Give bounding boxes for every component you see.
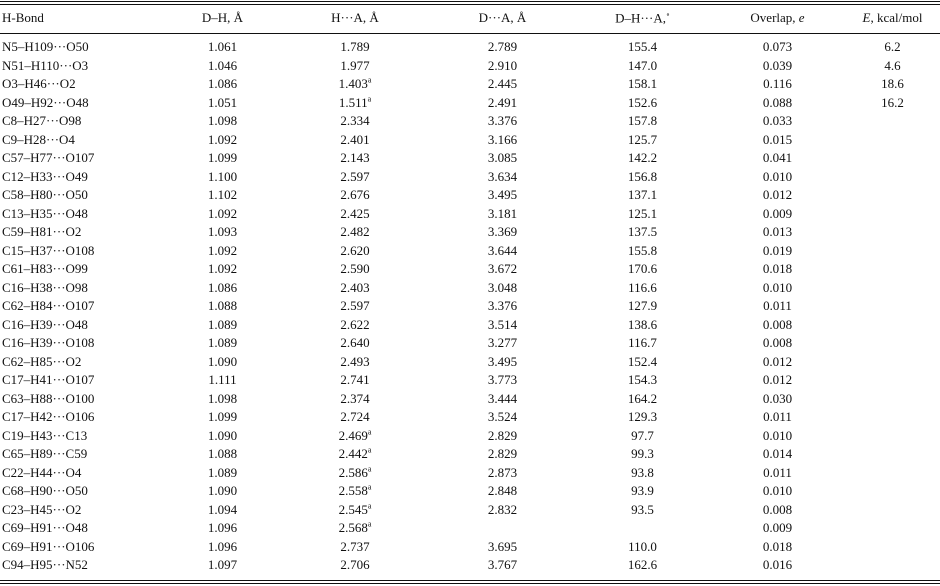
table-row <box>0 464 940 483</box>
cell-da: 3.672 <box>487 261 518 276</box>
cell-ha-value: 2.442 <box>338 446 368 461</box>
col-header-energy-var: E <box>862 10 871 25</box>
cell-dha: 93.9 <box>631 483 654 498</box>
cell-energy <box>845 168 940 187</box>
cell-dh: 1.061 <box>207 39 238 54</box>
cell-energy <box>845 538 940 557</box>
cell-dha: 129.3 <box>627 409 658 424</box>
cell-energy <box>845 464 940 483</box>
cell-hbond: C62–H85···O2 <box>2 353 82 369</box>
cell-hbond: C19–H43···C13 <box>2 427 88 443</box>
cell-dh: 1.100 <box>207 168 238 184</box>
cell-hbond: O49–H92···O48 <box>2 94 89 110</box>
table-row <box>0 297 940 316</box>
cell-overlap: 0.010 <box>762 427 793 443</box>
cell-ha <box>280 149 430 168</box>
cell-hbond: C94–H95···N52 <box>2 557 88 572</box>
cell-dha: 127.9 <box>627 298 658 313</box>
cell-ha-value: 2.334 <box>340 113 370 128</box>
cell-dha: 155.4 <box>627 39 658 54</box>
table-row <box>0 556 940 575</box>
footnote-mark: a <box>367 519 372 529</box>
table-row <box>0 427 940 446</box>
cell-hbond: C16–H39···O48 <box>2 316 88 332</box>
cell-overlap: 0.018 <box>762 538 793 554</box>
cell-ha <box>280 94 430 113</box>
table-header <box>0 6 940 30</box>
cell-energy: 18.6 <box>881 76 904 91</box>
cell-da: 2.829 <box>487 446 518 461</box>
cell-da: 3.166 <box>487 131 518 147</box>
cell-energy <box>845 242 940 261</box>
footnote-mark: a <box>367 427 372 437</box>
col-header-overlap-var: e <box>798 10 805 25</box>
cell-energy <box>845 334 940 353</box>
cell-da: 3.495 <box>487 187 518 202</box>
footnote-mark: a <box>367 464 372 474</box>
cell-energy <box>845 223 940 242</box>
cell-overlap: 0.008 <box>762 316 793 332</box>
cell-dh: 1.111 <box>208 372 237 387</box>
cell-ha-value: 2.374 <box>340 390 370 406</box>
table-body <box>0 30 940 575</box>
cell-da: 3.376 <box>487 298 518 313</box>
cell-ha <box>280 316 430 335</box>
cell-dha: 156.8 <box>627 168 658 184</box>
table-row <box>0 112 940 131</box>
cell-da: 3.376 <box>487 113 518 128</box>
cell-overlap: 0.030 <box>762 390 793 406</box>
cell-dha: 93.8 <box>631 464 654 480</box>
cell-overlap: 0.012 <box>762 372 793 387</box>
table-row <box>0 390 940 409</box>
cell-dh: 1.090 <box>207 483 238 498</box>
cell-hbond: C58–H80···O50 <box>2 187 88 202</box>
table-row <box>0 57 940 76</box>
cell-da <box>430 519 575 538</box>
cell-overlap: 0.014 <box>762 446 793 461</box>
cell-overlap: 0.016 <box>762 557 793 572</box>
cell-ha <box>280 297 430 316</box>
cell-dha: 137.1 <box>627 187 658 202</box>
col-header-da: D···A, Å <box>478 10 527 25</box>
cell-overlap: 0.116 <box>763 76 792 91</box>
cell-ha-value: 2.590 <box>340 261 370 276</box>
top-rule-inner <box>0 4 940 5</box>
cell-da: 2.789 <box>487 39 518 54</box>
cell-ha <box>280 371 430 390</box>
cell-ha <box>280 168 430 187</box>
cell-da: 3.181 <box>487 205 518 221</box>
cell-dha: 137.5 <box>627 224 658 239</box>
cell-hbond: C69–H91···O106 <box>2 538 95 554</box>
cell-energy: 6.2 <box>884 39 901 54</box>
cell-dha: 125.1 <box>627 205 658 221</box>
cell-hbond: C57–H77···O107 <box>2 150 95 165</box>
cell-ha-value: 2.737 <box>340 538 370 554</box>
table-row <box>0 75 940 94</box>
cell-dh: 1.090 <box>207 353 238 369</box>
cell-ha-value: 2.558 <box>338 483 368 498</box>
cell-dha: 158.1 <box>627 76 658 91</box>
cell-energy <box>845 205 940 224</box>
top-rule-outer <box>0 1 940 2</box>
cell-energy: 4.6 <box>884 57 901 73</box>
table-row <box>0 131 940 150</box>
cell-dh: 1.096 <box>207 520 238 535</box>
cell-energy <box>845 186 940 205</box>
bottom-rule-outer <box>0 583 940 584</box>
cell-ha <box>280 464 430 483</box>
cell-da: 3.634 <box>487 168 518 184</box>
cell-dha: 162.6 <box>627 557 658 572</box>
cell-ha-value: 2.622 <box>340 316 370 332</box>
table-row <box>0 94 940 113</box>
cell-hbond: C65–H89···C59 <box>2 446 88 461</box>
cell-dh: 1.089 <box>207 316 238 332</box>
cell-hbond: N51–H110···O3 <box>2 57 89 73</box>
cell-dh: 1.092 <box>207 261 238 276</box>
table-row <box>0 168 940 187</box>
cell-da: 3.524 <box>487 409 518 424</box>
cell-ha-value: 2.640 <box>340 335 370 350</box>
cell-energy <box>845 371 940 390</box>
cell-hbond: C9–H28···O4 <box>2 131 75 147</box>
cell-overlap: 0.010 <box>762 483 793 498</box>
cell-energy: 16.2 <box>881 94 904 110</box>
cell-dh: 1.086 <box>207 76 238 91</box>
cell-hbond: C16–H39···O108 <box>2 335 95 350</box>
footnote-mark: a <box>367 94 372 104</box>
cell-ha-value: 2.482 <box>340 224 370 239</box>
cell-overlap: 0.010 <box>762 168 793 184</box>
cell-overlap: 0.015 <box>762 131 793 147</box>
cell-ha <box>280 30 430 57</box>
cell-overlap: 0.011 <box>763 464 792 480</box>
cell-overlap: 0.009 <box>762 520 793 535</box>
cell-ha-value: 2.724 <box>340 409 370 424</box>
cell-dha: 97.7 <box>631 427 654 443</box>
cell-dha: 142.2 <box>627 150 658 165</box>
col-header-energy <box>845 6 940 30</box>
table-row <box>0 353 940 372</box>
cell-overlap: 0.009 <box>762 205 793 221</box>
cell-ha-value: 2.597 <box>340 298 370 313</box>
table-row <box>0 334 940 353</box>
cell-hbond: C62–H84···O107 <box>2 298 95 313</box>
cell-ha-value: 2.741 <box>340 372 370 387</box>
hbond-table <box>0 6 940 575</box>
table-row <box>0 223 940 242</box>
cell-overlap: 0.011 <box>763 409 792 424</box>
cell-energy <box>845 519 940 538</box>
cell-overlap: 0.011 <box>763 298 792 313</box>
col-header-dh: D–H, Å <box>201 10 244 25</box>
cell-hbond: C16–H38···O98 <box>2 279 88 295</box>
cell-hbond: C22–H44···O4 <box>2 464 82 480</box>
cell-da: 3.773 <box>487 372 518 387</box>
cell-dh: 1.096 <box>207 538 238 554</box>
cell-dha: 99.3 <box>631 446 654 461</box>
cell-da: 3.369 <box>487 224 518 239</box>
cell-ha-value: 2.620 <box>340 242 370 258</box>
table-row <box>0 242 940 261</box>
cell-overlap: 0.039 <box>762 57 793 73</box>
cell-dh: 1.088 <box>207 298 238 313</box>
cell-ha <box>280 501 430 520</box>
cell-hbond: C8–H27···O98 <box>2 113 82 128</box>
cell-dha: 157.8 <box>627 113 658 128</box>
cell-ha <box>280 205 430 224</box>
col-header-hbond: H-Bond <box>2 10 44 25</box>
cell-ha-value: 2.545 <box>338 501 368 517</box>
cell-dh: 1.102 <box>207 187 238 202</box>
cell-da: 3.514 <box>487 316 518 332</box>
cell-ha <box>280 427 430 446</box>
cell-ha-value: 1.789 <box>340 39 370 54</box>
col-header-energy-unit: , kcal/mol <box>870 10 923 25</box>
cell-hbond: C61–H83···O99 <box>2 261 88 276</box>
cell-da: 2.491 <box>487 94 518 110</box>
cell-da: 3.767 <box>487 557 518 572</box>
cell-overlap: 0.012 <box>762 353 793 369</box>
cell-energy <box>845 390 940 409</box>
col-header-overlap <box>710 6 845 30</box>
cell-ha <box>280 482 430 501</box>
cell-energy <box>845 427 940 446</box>
cell-ha <box>280 57 430 76</box>
cell-energy <box>845 149 940 168</box>
cell-dha: 155.8 <box>627 242 658 258</box>
cell-dh: 1.098 <box>207 113 238 128</box>
table-row <box>0 501 940 520</box>
table-row <box>0 445 940 464</box>
cell-dh: 1.089 <box>207 464 238 480</box>
cell-overlap: 0.088 <box>762 94 793 110</box>
cell-dh: 1.088 <box>207 446 238 461</box>
cell-da: 3.695 <box>487 538 518 554</box>
cell-energy <box>845 408 940 427</box>
table-row <box>0 316 940 335</box>
cell-ha-value: 2.706 <box>340 557 370 572</box>
table-row <box>0 186 940 205</box>
cell-ha <box>280 112 430 131</box>
cell-da: 2.445 <box>487 76 518 91</box>
cell-ha <box>280 131 430 150</box>
footnote-mark: a <box>367 75 372 85</box>
col-header-dha <box>575 6 710 30</box>
cell-ha-value: 1.403 <box>338 76 368 91</box>
cell-dha: 152.6 <box>627 94 658 110</box>
cell-ha-value: 2.143 <box>340 150 370 165</box>
cell-energy <box>845 279 940 298</box>
degree-symbol: ∘ <box>665 9 670 19</box>
cell-da: 3.085 <box>487 150 518 165</box>
cell-energy <box>845 445 940 464</box>
cell-ha <box>280 334 430 353</box>
cell-overlap: 0.019 <box>762 242 793 258</box>
cell-hbond: C12–H33···O49 <box>2 168 88 184</box>
cell-ha-value: 2.469 <box>338 427 368 443</box>
cell-dh: 1.092 <box>207 131 238 147</box>
cell-dha <box>575 519 710 538</box>
table-row <box>0 30 940 57</box>
cell-hbond: C17–H41···O107 <box>2 372 95 387</box>
cell-da: 3.444 <box>487 390 518 406</box>
cell-ha-value: 2.568 <box>338 520 368 535</box>
cell-hbond: C69–H91···O48 <box>2 520 88 535</box>
cell-energy <box>845 131 940 150</box>
cell-da: 3.495 <box>487 353 518 369</box>
table-row <box>0 482 940 501</box>
cell-ha-value: 2.586 <box>338 464 368 480</box>
cell-da: 2.832 <box>487 501 518 517</box>
cell-ha-value: 2.403 <box>340 279 370 295</box>
cell-dh: 1.046 <box>207 57 238 73</box>
table-row <box>0 279 940 298</box>
cell-dh: 1.089 <box>207 335 238 350</box>
table-row <box>0 408 940 427</box>
cell-overlap: 0.073 <box>762 39 793 54</box>
cell-overlap: 0.012 <box>762 187 793 202</box>
cell-ha <box>280 390 430 409</box>
cell-hbond: N5–H109···O50 <box>2 39 89 54</box>
cell-ha <box>280 260 430 279</box>
cell-hbond: C17–H42···O106 <box>2 409 95 424</box>
cell-dh: 1.090 <box>207 427 238 443</box>
cell-overlap: 0.033 <box>762 113 793 128</box>
cell-da: 2.848 <box>487 483 518 498</box>
cell-energy <box>845 353 940 372</box>
col-header-ha: H···A, Å <box>331 10 379 25</box>
table-row <box>0 371 940 390</box>
footnote-mark: a <box>367 445 372 455</box>
cell-da: 2.873 <box>487 464 518 480</box>
col-header-dha-label: D–H···A, <box>615 10 666 26</box>
footnote-mark: a <box>367 501 372 511</box>
cell-da: 3.277 <box>487 335 518 350</box>
cell-dh: 1.051 <box>207 94 238 110</box>
footnote-mark: a <box>367 482 372 492</box>
table-row <box>0 538 940 557</box>
cell-dh: 1.086 <box>207 279 238 295</box>
cell-overlap: 0.008 <box>762 335 793 350</box>
cell-energy <box>845 297 940 316</box>
cell-dha: 147.0 <box>627 57 658 73</box>
cell-dha: 125.7 <box>627 131 658 147</box>
cell-ha <box>280 519 430 538</box>
cell-dha: 138.6 <box>627 316 658 332</box>
cell-dh: 1.098 <box>207 390 238 406</box>
cell-ha-value: 1.511 <box>338 94 368 110</box>
cell-dha: 152.4 <box>627 353 658 369</box>
cell-ha-value: 1.977 <box>340 57 370 73</box>
cell-dh: 1.099 <box>207 150 238 165</box>
cell-hbond: C23–H45···O2 <box>2 501 82 517</box>
cell-ha-value: 2.597 <box>340 168 370 184</box>
cell-ha-value: 2.676 <box>340 187 370 202</box>
cell-energy <box>845 482 940 501</box>
cell-ha <box>280 75 430 94</box>
cell-energy <box>845 112 940 131</box>
cell-energy <box>845 260 940 279</box>
cell-ha-value: 2.493 <box>340 353 370 369</box>
cell-da: 3.644 <box>487 242 518 258</box>
cell-da: 2.829 <box>487 427 518 443</box>
cell-dha: 170.6 <box>627 261 658 276</box>
cell-ha <box>280 445 430 464</box>
cell-da: 3.048 <box>487 279 518 295</box>
cell-ha <box>280 353 430 372</box>
cell-ha-value: 2.425 <box>340 205 370 221</box>
cell-dha: 110.0 <box>628 538 657 554</box>
cell-dha: 164.2 <box>627 390 658 406</box>
cell-hbond: C63–H88···O100 <box>2 390 95 406</box>
table-row <box>0 205 940 224</box>
cell-overlap: 0.013 <box>762 224 793 239</box>
col-header-overlap-label: Overlap, <box>750 10 799 25</box>
table-row <box>0 519 940 538</box>
cell-dh: 1.092 <box>207 242 238 258</box>
cell-dha: 116.6 <box>628 279 657 295</box>
cell-dh: 1.093 <box>207 224 238 239</box>
cell-overlap: 0.008 <box>762 501 793 517</box>
cell-da: 2.910 <box>487 57 518 73</box>
cell-ha <box>280 242 430 261</box>
cell-energy <box>845 316 940 335</box>
cell-overlap: 0.010 <box>762 279 793 295</box>
cell-hbond: C68–H90···O50 <box>2 483 88 498</box>
cell-dha: 154.3 <box>627 372 658 387</box>
cell-ha <box>280 538 430 557</box>
cell-ha <box>280 186 430 205</box>
cell-dha: 116.7 <box>628 335 657 350</box>
cell-overlap: 0.041 <box>762 150 793 165</box>
cell-dh: 1.099 <box>207 409 238 424</box>
cell-ha <box>280 279 430 298</box>
cell-dh: 1.094 <box>207 501 238 517</box>
bottom-rule-inner <box>0 580 940 581</box>
cell-dha: 93.5 <box>631 501 654 517</box>
cell-hbond: C15–H37···O108 <box>2 242 95 258</box>
cell-overlap: 0.018 <box>762 261 793 276</box>
cell-dh: 1.092 <box>207 205 238 221</box>
cell-dh: 1.097 <box>207 557 238 572</box>
cell-hbond: C59–H81···O2 <box>2 224 82 239</box>
cell-ha-value: 2.401 <box>340 131 370 147</box>
table-row <box>0 260 940 279</box>
cell-ha <box>280 223 430 242</box>
cell-hbond: O3–H46···O2 <box>2 76 76 91</box>
cell-energy <box>845 556 940 575</box>
table-row <box>0 149 940 168</box>
cell-ha <box>280 408 430 427</box>
cell-hbond: C13–H35···O48 <box>2 205 88 221</box>
cell-ha <box>280 556 430 575</box>
cell-energy <box>845 501 940 520</box>
